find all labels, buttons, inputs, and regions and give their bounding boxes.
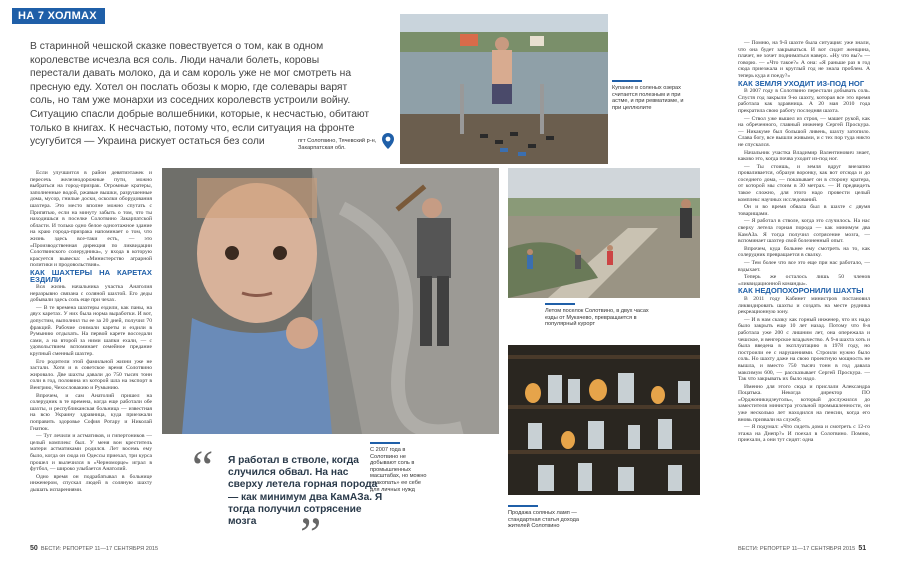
location-label: пгт Солотвино, Тячевский р-н, Закарпатская обл. [298, 138, 377, 151]
caption-bathing [612, 80, 692, 111]
subheading: КАК ШАХТЕРЫ НА КАРЕТАХ ЕЗДИЛИ [30, 267, 152, 284]
caption-settlement-text: Летом поселок Солотвино, в двух часах езды от Мукачево, превращается в популярный курорт [545, 308, 649, 328]
quote-close-mark: ” [300, 508, 322, 561]
paragraph: — В те времена шахтеры ездили, как паны, на двух каретах. У них была норма выработки. И вот, допустим, выполнил ты ее за 20 дней, получил 70 фракций. Рабочие снимали кареты и ездили в Румынию отдыхать. На первой карете восседали сами, а на второй за ними шапки ехали, — с удовольствием вспоминает семейное предание крупный сменный шахтер. [30, 304, 152, 358]
paragraph: Впрочем, и сам Анатолий пришел на солерудник в те времена, когда еще работали обе шахты, и республиканская больница — известная на всю Украину здравница, куда приезжали поправить здоровье София Ротару и Николай Гнатюк. [30, 392, 152, 432]
photo-boy-salt-mining [162, 168, 499, 434]
paragraph: — Ствол уже вышел из строя, — машет рукой, как на обреченного, главный инженер Сергей Проскура. — Никакуме был большой ливень, шахту затопило. Слава богу, все вышли живыми, и с тех пор туда никто не спускался. [738, 115, 870, 148]
paragraph: Если улучшится в район девятиэтажек и пересечь железнодорожные пути, можно выбраться на город-призрак. Огромные кратеры, заполненные водой, ржавые вышки, разрушенные дома, мусор, гнилые доски, осколки оборудования шахтера. Это место вполне можно спутать с Припятью, если на минуту забыть о том, что ты находишься в поселке Солотвино Закарпатской области. И только одно белое одноэтажное здание на краю города-призрака напоминает о том, что жизнь здесь все-таки есть, — это «Производственная дирекция по ликвидации Солотвинского солерудника», у входа в которую красуется вывеска: «Министерство аграрной политики и продовольствия». [30, 170, 152, 269]
paragraph: В 2007 году в Солотвино перестали добывать соль. Спустя год закрыли 9-ю шахту, которая все это время работала как здравница. А 20 мая 2010 года прекратила свою работу последняя шахта. [738, 88, 870, 114]
caption-lamps [508, 505, 598, 530]
article-column-2 [738, 40, 870, 537]
paragraph: — Я работал в стволе, когда это случилось. На нас сверху летела горная порода — как минимум два КамАЗа. Я тогда получил сотрясение мозга, — вспоминает шахтер свой болезненный опыт. [738, 218, 870, 245]
paragraph: Теперь же осталось лишь 50 членов «ликвидационной команды». [738, 274, 870, 287]
photo-salt-lamps [508, 345, 700, 495]
paragraph: Его родители этой фамильной жизни уже не застали. Хотя и в советское время Солотвино жировало. Две шахты давали до 750 тысяч тонн соли в год, половина из которой шла на экспорт в Венгрию, Чехословакию и Румынию. [30, 358, 152, 391]
paragraph: — Тем более что все это еще при нас работало, — вздыхает. [738, 260, 870, 273]
page-number-right: 51 [858, 545, 867, 552]
paragraph: — Я подумал: «Что сидеть дома и смотреть с 12-го этажа на Днепр?» И поехал в Солотвино. Помню, приехали, а они тут сидят: одна [738, 424, 870, 444]
quote-open-mark: “ [192, 441, 214, 494]
section-rubric: НА 7 ХОЛМАХ [12, 8, 105, 24]
page-number-left: 50 [30, 545, 38, 552]
paragraph: Одно время он подрабатывал в больнице инженером, спускал людей в соляную шахту дышать испарениями. [30, 473, 152, 493]
map-pin-icon [382, 133, 394, 154]
subheading: КАК НЕДОПОХОРОНИЛИ ШАХТЫ [738, 286, 864, 296]
subheading: КАК ЗЕМЛЯ УХОДИТ ИЗ-ПОД НОГ [738, 78, 865, 88]
paragraph: — И в нам сказку как горный инженер, что их надо было закрыть еще 10 лет назад. Потому что 8-я работала уже 200 с лишним лет, она опережала и чешское, и венгерское владычество. А 9-я шахта хоть и была введена в эксплуатацию в 1978 году, но построили ее с нарушениями. Строили нужно было соль. Но шахту даже на свою проектную мощность не вышла, и вместо 750 тысяч тонн в год давала максимум 600, — рассказывает Сергей Проскура. — Так что закрывать их было надо. [738, 316, 870, 383]
paragraph: Впрочем, куда больнее ему смотреть на то, как солерудник превращается в свалку. [738, 245, 870, 259]
caption-rule [612, 80, 642, 82]
footer-right [738, 545, 866, 552]
paragraph: В 2011 году Кабинет министров постановил ликвидировать шахты и создать на месте рудника рекреационную зону. [738, 295, 870, 316]
footer-right-text: ВЕСТИ: РЕПОРТЕР 11—17 СЕНТЯБРЯ 2015 [738, 546, 856, 552]
paragraph: — Тут лечили и астматиков, и гипертоников — целый комплекс был. У меня вон креститель матери астматиками родился. Лет восемь ему было, когда он сюда из Одессы приехал, три курса прошел и вылечился в «Черноморце» играл в футбол, — широко улыбается Анатолий. [30, 433, 152, 473]
lead-paragraph: В старинной чешской сказке повествуется о том, как в одном королевстве исчезла вся соль. Люди начали болеть, коровы перестали давать молоко, да и сам король уже не мог смотреть на пресную еду. Хотел он послать обозы к морю, где солевары варят соль, но там уже монархи из соседних королевств устроили войну. Ситуацию спасли добрые волшебники, которые, к несчастью, обитают только в книгах. К несчастью, потому что, если ситуация на фронте усугубится — Украина рискует остаться без соли [30, 41, 370, 148]
paragraph: Он и во время обвала был в шахте с двумя товарищами. [738, 204, 870, 217]
paragraph: Именно для этого сюда и прислали Александра Поцатька. Некогда директор ПО «Орджоникидзеуголь», который дослужился до заместителя министра угольной промышленности, он уже несколько лет находился на пенсии, когда его вновь призвали на службу. [738, 383, 870, 423]
paragraph: — Помню, на 9-й шахте была ситуация: уже знали, что она будет закрываться. И вот сидит женщина, плачет, не хочет подниматься наверх. «Ну что вы?» — говорю. — «Что такое?» А она: «Я раньше раз в год сюда приезжала и круглый год не знала проблем. А теперь куда я поеду?» [738, 40, 870, 79]
paragraph: — Ты стоишь, и земля вдруг внезапно проваливается, образуя воронку, как вот отсюда и до соседнего дома, — показывает он в сторону кратера, от которой мы стоим в 30 метрах. — И предвидеть такое сложно, для этого надо провести целый комплекс научных исследований. [738, 163, 870, 203]
caption-rule [545, 303, 575, 305]
footer-left [30, 545, 158, 552]
paragraph: Начальник участка Владимир Валентинович знает, каково это, когда почва уходит из-под ног. [738, 149, 870, 163]
caption-2007-text: С 2007 года в Солотвино не добывают соль в промышленных масштабах, но можно «накопать» ее себе для личных нужд [370, 447, 427, 493]
paragraph: Вся жизнь начальника участка Анатолия неразрывно связана с соляной шахтой. Его деды добывали здесь соль еще при чехах. [30, 284, 152, 304]
caption-lamps-text: Продажа соляных ламп — стандартная статья дохода жителей Солотвино [508, 510, 579, 530]
pull-quote: Я работал в стволе, когда случился обвал. На нас сверху летела горная порода — как минимум два КамАЗа. Я тогда получил сотрясение мозга [228, 455, 383, 528]
footer-left-text: ВЕСТИ: РЕПОРТЕР 11—17 СЕНТЯБРЯ 2015 [40, 546, 159, 552]
caption-rule [508, 505, 538, 507]
photo-bathing [400, 14, 608, 164]
caption-rule [370, 442, 400, 444]
photo-settlement [508, 168, 700, 298]
caption-bathing-text: Купание в соленых озерах считается полезным и при астме, и при ревматизме, и при целлюлите [612, 85, 684, 111]
caption-settlement [545, 303, 653, 328]
article-column-1 [30, 170, 152, 522]
